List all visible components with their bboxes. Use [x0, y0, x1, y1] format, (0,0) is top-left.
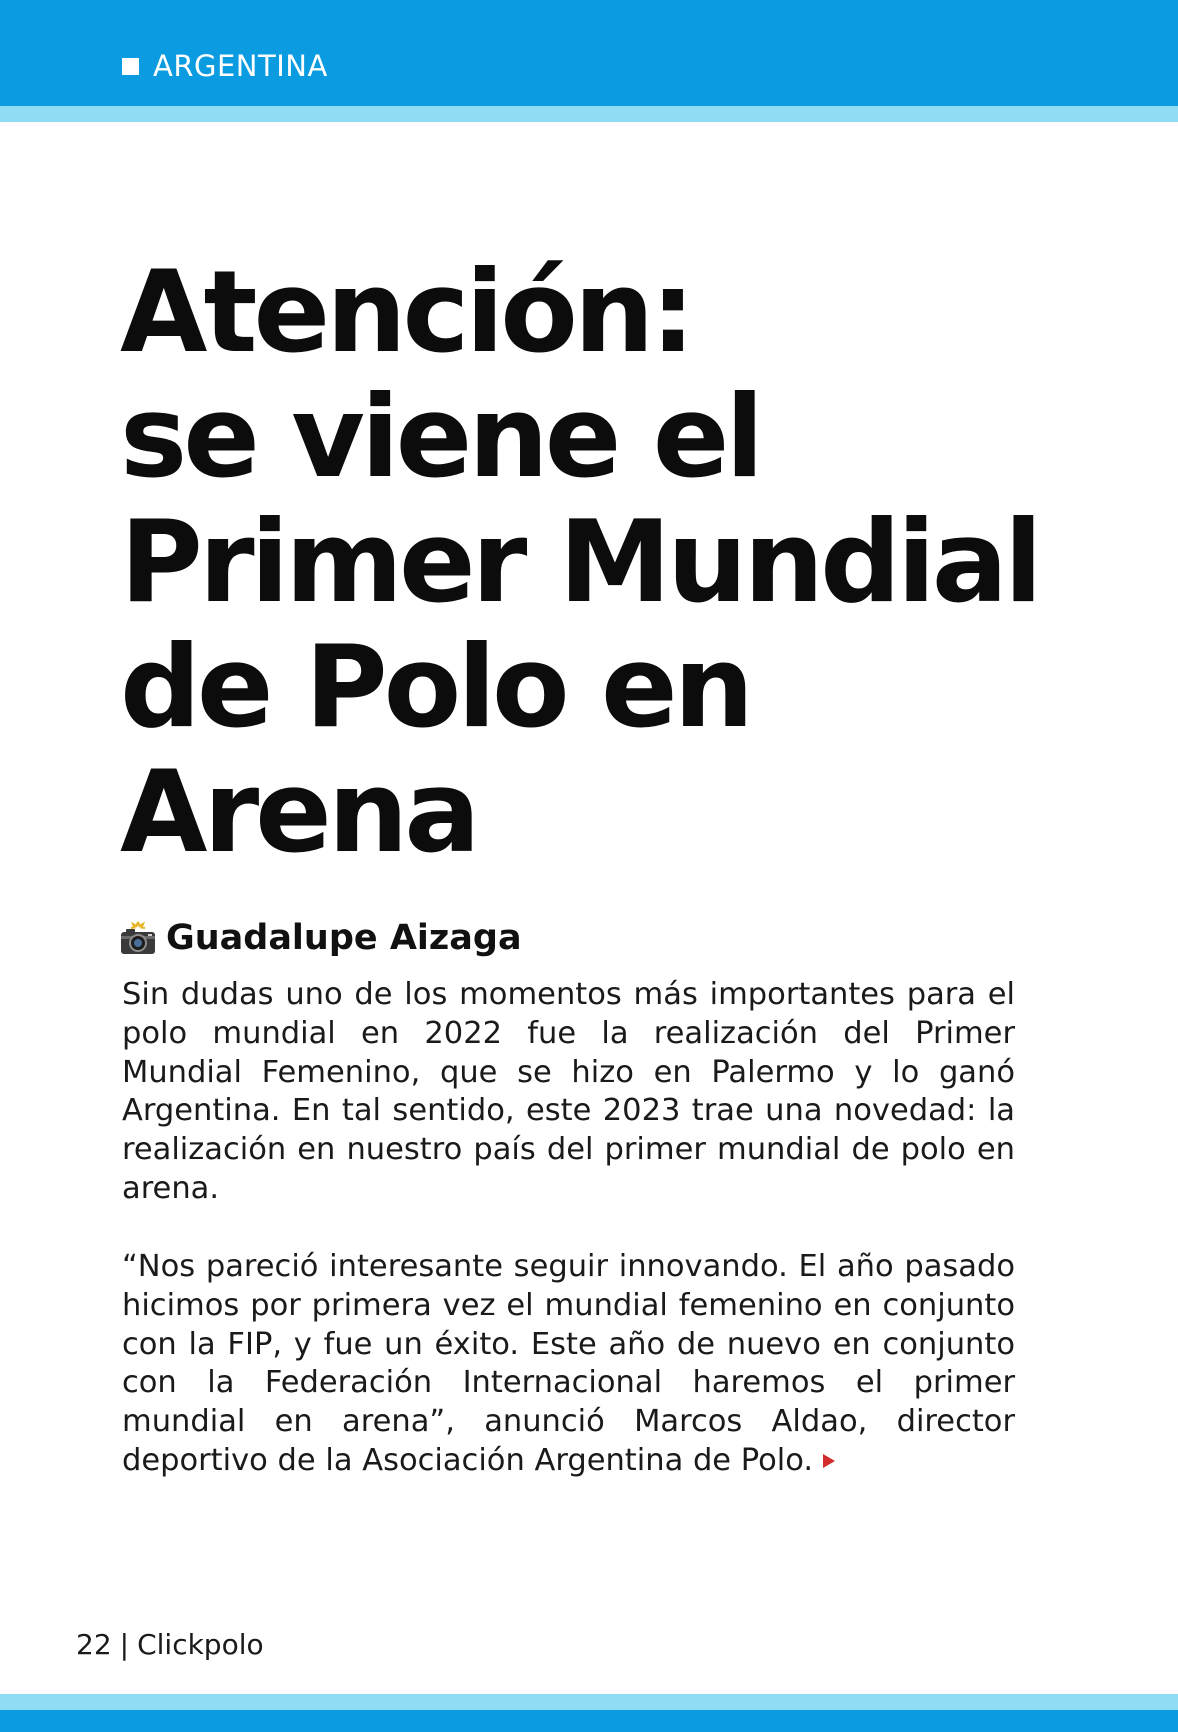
footer-separator: |: [119, 1628, 130, 1661]
headline-line: se viene el: [120, 371, 761, 503]
page-number: 22: [76, 1628, 112, 1661]
headline-line: Primer Mundial: [120, 496, 1039, 628]
publication-name: Clickpolo: [137, 1628, 264, 1661]
headline-line: Arena: [120, 746, 477, 878]
headline-line: de Polo en: [120, 621, 751, 753]
page-footer: [76, 1628, 264, 1661]
square-bullet-icon: [122, 58, 139, 75]
headline-line: Atención:: [120, 246, 692, 378]
footer-stripe: [0, 1694, 1178, 1710]
header-stripe: [0, 106, 1178, 122]
article-headline: [120, 246, 1170, 878]
article-paragraph: Sin dudas uno de los momentos más importantes para el polo mundial en 2022 fue la realización del Primer Mundial Femenino, que se hizo en Palermo y lo ganó Argentina. En tal sentido, este 2023 trae una novedad: la realización en nuestro país del primer mundial de polo en arena.: [122, 977, 1015, 1206]
footer-band: [0, 1710, 1178, 1732]
paragraph-text: “Nos pareció interesante seguir innovando. El año pasado hicimos por primera vez el mundial femenino en conjunto con la FIP, y fue un éxito. Este año de nuevo en conjunto con la Federación Internacional haremos el primer mundial en arena”, anunció Marcos Aldao, director deportivo de la Asociación Argentina de Polo.: [122, 1249, 1015, 1478]
triangle-right-icon: [823, 1454, 835, 1468]
article-paragraph: [122, 1248, 1015, 1481]
author-name: Guadalupe Aizaga: [166, 918, 522, 958]
section-label-text: ARGENTINA: [153, 49, 328, 83]
camera-icon: [120, 921, 156, 955]
section-label: [122, 46, 328, 86]
byline: [120, 918, 522, 958]
